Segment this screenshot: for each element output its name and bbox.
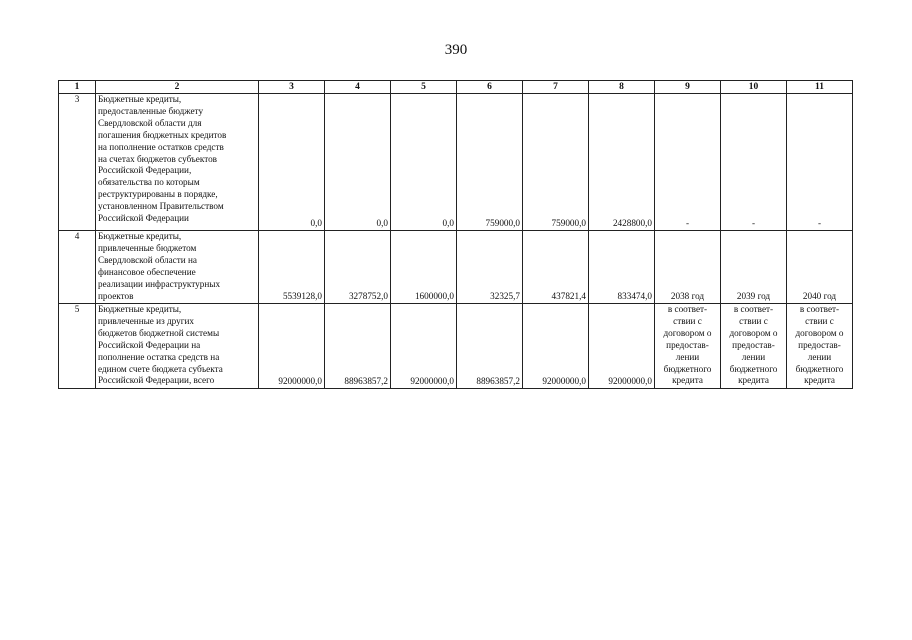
term-cell: в соответ- ствии с договором о предостав- лении бюджетного кредита <box>655 304 721 389</box>
value-cell: 437821,4 <box>523 231 589 304</box>
table-row <box>59 231 853 304</box>
row-name: Бюджетные кредиты, предоставленные бюджету Свердловской области для погашения бюджетных кредитов на пополнение остатков средств на счетах бюджетов субъектов Российской Федерации, обязательства по которым реструктурированы в порядке, установленном Правительством Российской Федерации <box>96 94 259 231</box>
page-number: 390 <box>444 42 468 58</box>
column-header: 11 <box>787 81 853 94</box>
row-number: 3 <box>59 94 96 231</box>
column-header: 3 <box>259 81 325 94</box>
term-cell: - <box>655 94 721 231</box>
term-cell: - <box>787 94 853 231</box>
column-header: 10 <box>721 81 787 94</box>
value-cell: 0,0 <box>259 94 325 231</box>
value-cell: 92000000,0 <box>523 304 589 389</box>
value-cell: 759000,0 <box>523 94 589 231</box>
value-cell: 92000000,0 <box>589 304 655 389</box>
column-header: 2 <box>96 81 259 94</box>
table-row <box>59 94 853 231</box>
row-name: Бюджетные кредиты, привлеченные бюджетом Свердловской области на финансовое обеспечение реализации инфраструктурных проектов <box>96 231 259 304</box>
column-header: 8 <box>589 81 655 94</box>
column-header: 7 <box>523 81 589 94</box>
value-cell: 88963857,2 <box>325 304 391 389</box>
value-cell: 92000000,0 <box>259 304 325 389</box>
column-header: 4 <box>325 81 391 94</box>
row-number: 4 <box>59 231 96 304</box>
value-cell: 92000000,0 <box>391 304 457 389</box>
row-number: 5 <box>59 304 96 389</box>
table-row <box>59 304 853 389</box>
value-cell: 0,0 <box>391 94 457 231</box>
term-cell: 2039 год <box>721 231 787 304</box>
column-header: 6 <box>457 81 523 94</box>
column-header: 5 <box>391 81 457 94</box>
value-cell: 0,0 <box>325 94 391 231</box>
column-header: 9 <box>655 81 721 94</box>
budget-credits-table <box>58 80 853 389</box>
value-cell: 3278752,0 <box>325 231 391 304</box>
value-cell: 32325,7 <box>457 231 523 304</box>
column-header: 1 <box>59 81 96 94</box>
term-cell: 2040 год <box>787 231 853 304</box>
term-cell: в соответ- ствии с договором о предостав- лении бюджетного кредита <box>721 304 787 389</box>
term-cell: в соответ- ствии с договором о предостав- лении бюджетного кредита <box>787 304 853 389</box>
term-cell: 2038 год <box>655 231 721 304</box>
term-cell: - <box>721 94 787 231</box>
value-cell: 1600000,0 <box>391 231 457 304</box>
value-cell: 2428800,0 <box>589 94 655 231</box>
header-row <box>59 81 853 94</box>
value-cell: 833474,0 <box>589 231 655 304</box>
value-cell: 88963857,2 <box>457 304 523 389</box>
row-name: Бюджетные кредиты, привлеченные из других бюджетов бюджетной системы Российской Федерации на пополнение остатка средств на едином счете бюджета субъекта Российской Федерации, всего <box>96 304 259 389</box>
value-cell: 5539128,0 <box>259 231 325 304</box>
value-cell: 759000,0 <box>457 94 523 231</box>
